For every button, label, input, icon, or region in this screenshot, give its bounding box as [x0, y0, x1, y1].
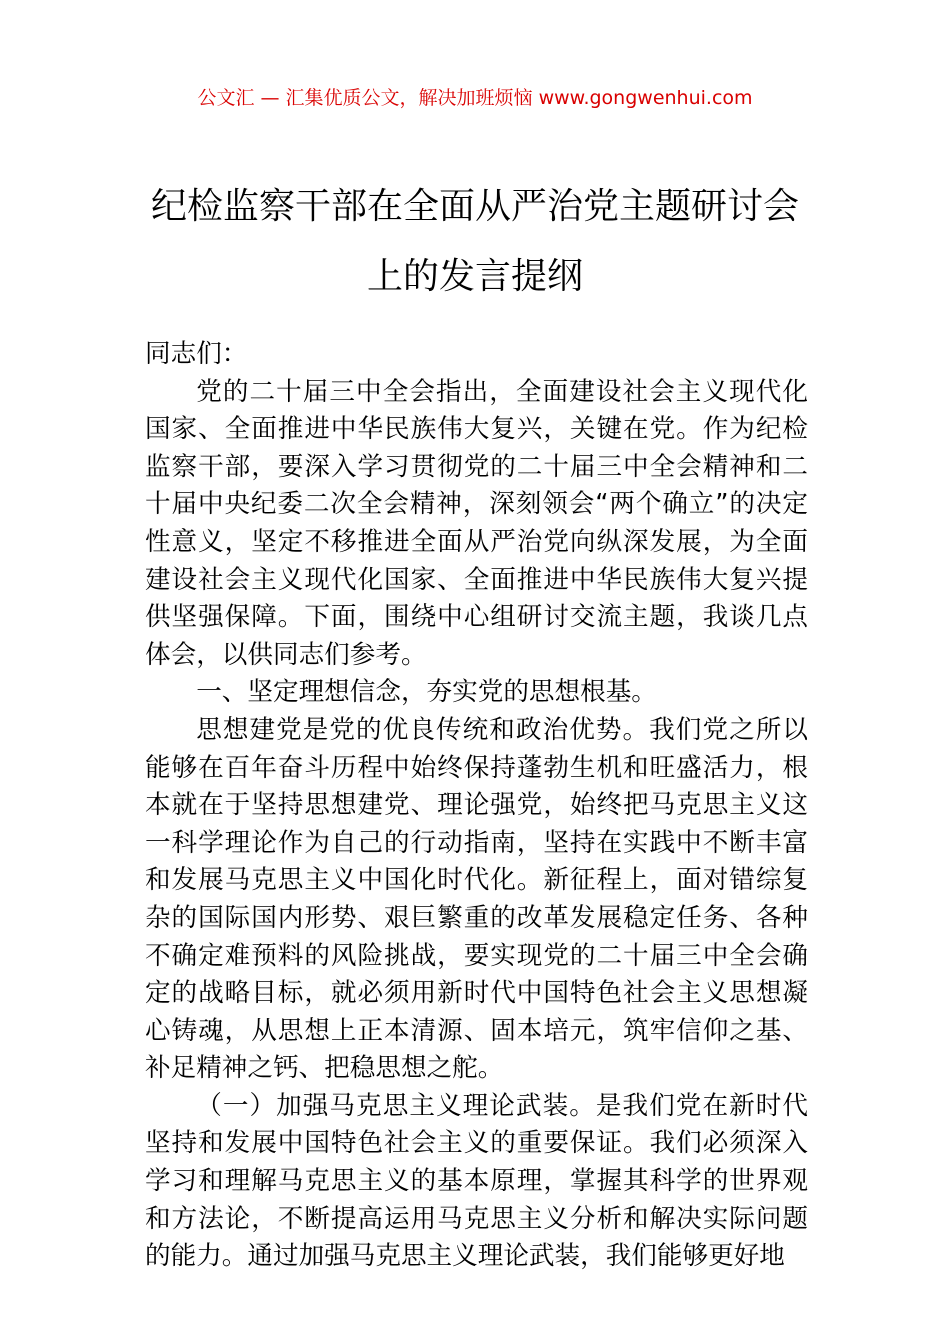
paragraph-subsection-1: （一）加强马克思主义理论武装。是我们党在新时代坚持和发展中国特色社会主义的重要保证。我们必须深入学习和理解马克思主义的基本原理，掌握其科学的世界观和方法论，不断提高运用马克思主义分析和解决实际问题的能力。通过加强马克思主义理论武装，我们能够更好地: [145, 1090, 808, 1272]
title-line-2: 上的发言提纲: [366, 256, 583, 297]
section-heading-1: 一、坚定理想信念，夯实党的思想根基。: [196, 677, 657, 708]
header-banner: 公文汇 — 汇集优质公文，解决加班烦恼 www.gongwenhui.com: [197, 87, 753, 109]
document-title: [100, 172, 850, 312]
paragraph-intro: 党的二十届三中全会指出，全面建设社会主义现代化国家、全面推进中华民族伟大复兴，关键在党。作为纪检监察干部，要深入学习贯彻党的二十届三中全会精神和二十届中央纪委二次全会精神，深刻领会“两个确立”的决定性意义，坚定不移推进全面从严治党向纵深发展，为全面建设社会主义现代化国家、全面推进中华民族伟大复兴提供坚强保障。下面，围绕中心组研讨交流主题，我谈几点体会，以供同志们参考。: [145, 376, 808, 670]
salutation: 同志们：: [145, 339, 248, 369]
title-line-1: 纪检监察干部在全面从严治党主题研讨会: [150, 186, 799, 227]
document-body: [145, 336, 808, 1276]
paragraph-section-1: 思想建党是党的优良传统和政治优势。我们党之所以能够在百年奋斗历程中始终保持蓬勃生机和旺盛活力，根本就在于坚持思想建党、理论强党，始终把马克思主义这一科学理论作为自己的行动指南，坚持在实践中不断丰富和发展马克思主义中国化时代化。新征程上，面对错综复杂的国际国内形势、艰巨繁重的改革发展稳定任务、各种不确定难预料的风险挑战，要实现党的二十届三中全会确定的战略目标，就必须用新时代中国特色社会主义思想凝心铸魂，从思想上正本清源、固本培元，筑牢信仰之基、补足精神之钙、把稳思想之舵。: [145, 714, 808, 1084]
